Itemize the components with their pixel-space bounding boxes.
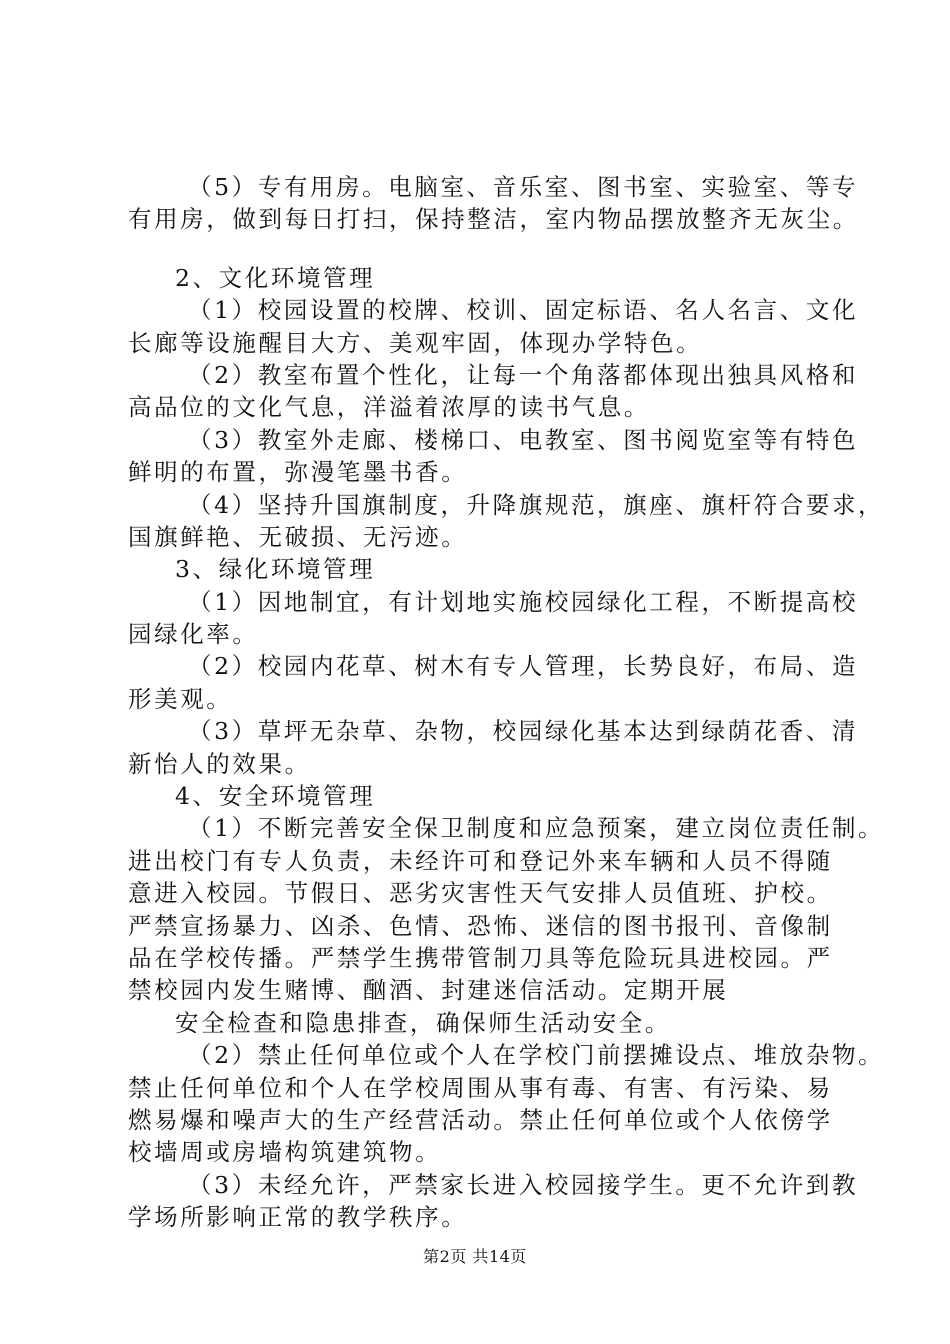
paragraph-line: 禁止任何单位和个人在学校周围从事有毒、有害、有污染、易 xyxy=(128,1073,833,1102)
paragraph-line: （3）教室外走廊、楼梯口、电教室、图书阅览室等有特色 xyxy=(188,425,859,454)
paragraph-line: （1）不断完善安全保卫制度和应急预案，建立岗位责任制。 xyxy=(188,814,885,843)
paragraph-line: （2）校园内花草、树木有专人管理，长势良好，布局、造 xyxy=(188,652,859,681)
page-number-footer: 第2页 共14页 xyxy=(423,1247,527,1266)
paragraph-line: 鲜明的布置，弥漫笔墨书香。 xyxy=(128,458,468,487)
paragraph-line: 新怡人的效果。 xyxy=(128,749,311,778)
paragraph-line: 有用房，做到每日打扫，保持整洁，室内物品摆放整齐无灰尘。 xyxy=(128,205,859,234)
document-body xyxy=(128,171,885,1234)
paragraph-line: 安全检查和隐患排查，确保师生活动安全。 xyxy=(175,1008,671,1037)
paragraph-line: 禁校园内发生赌博、酗酒、封建迷信活动。定期开展 xyxy=(128,976,729,1005)
paragraph-line: 进出校门有专人负责，未经许可和登记外来车辆和人员不得随 xyxy=(128,846,833,875)
paragraph-line: （2）禁止任何单位或个人在学校门前摆摊设点、堆放杂物。 xyxy=(188,1041,885,1070)
section-heading: 2、文化环境管理 xyxy=(175,263,376,292)
paragraph-line: 长廊等设施醒目大方、美观牢固，体现办学特色。 xyxy=(128,328,703,357)
paragraph-line: 高品位的文化气息，洋溢着浓厚的读书气息。 xyxy=(128,393,650,422)
paragraph-line: 学场所影响正常的教学秩序。 xyxy=(128,1203,468,1232)
section-heading: 3、绿化环境管理 xyxy=(175,555,376,584)
paragraph-line: 国旗鲜艳、无破损、无污迹。 xyxy=(128,522,468,551)
paragraph-line: 品在学校传播。严禁学生携带管制刀具等危险玩具进校园。严 xyxy=(128,943,833,972)
section-heading: 4、安全环境管理 xyxy=(175,782,376,811)
paragraph-line: 校墙周或房墙构筑建筑物。 xyxy=(128,1138,442,1167)
paragraph-line: 形美观。 xyxy=(128,684,233,713)
paragraph-line: （3）未经允许，严禁家长进入校园接学生。更不允许到教 xyxy=(188,1170,859,1199)
paragraph-line: 严禁宣扬暴力、凶杀、色情、恐怖、迷信的图书报刊、音像制 xyxy=(128,911,833,940)
paragraph-line: （2）教室布置个性化，让每一个角落都体现出独具风格和 xyxy=(188,360,859,389)
paragraph-gap xyxy=(128,236,848,262)
paragraph-line: 意进入校园。节假日、恶劣灾害性天气安排人员值班、护校。 xyxy=(128,879,833,908)
paragraph-line: 园绿化率。 xyxy=(128,620,259,649)
paragraph-line: （1）校园设置的校牌、校训、固定标语、名人名言、文化 xyxy=(188,296,859,325)
paragraph-line: （3）草坪无杂草、杂物，校园绿化基本达到绿荫花香、清 xyxy=(188,717,859,746)
paragraph-line: （1）因地制宜，有计划地实施校园绿化工程，不断提高校 xyxy=(188,587,859,616)
paragraph-line: 燃易爆和噪声大的生产经营活动。禁止任何单位或个人依傍学 xyxy=(128,1105,833,1134)
paragraph-line: （5）专有用房。电脑室、音乐室、图书室、实验室、等专 xyxy=(188,173,859,201)
paragraph-line: （4）坚持升国旗制度，升降旗规范，旗座、旗杆符合要求， xyxy=(188,490,885,519)
